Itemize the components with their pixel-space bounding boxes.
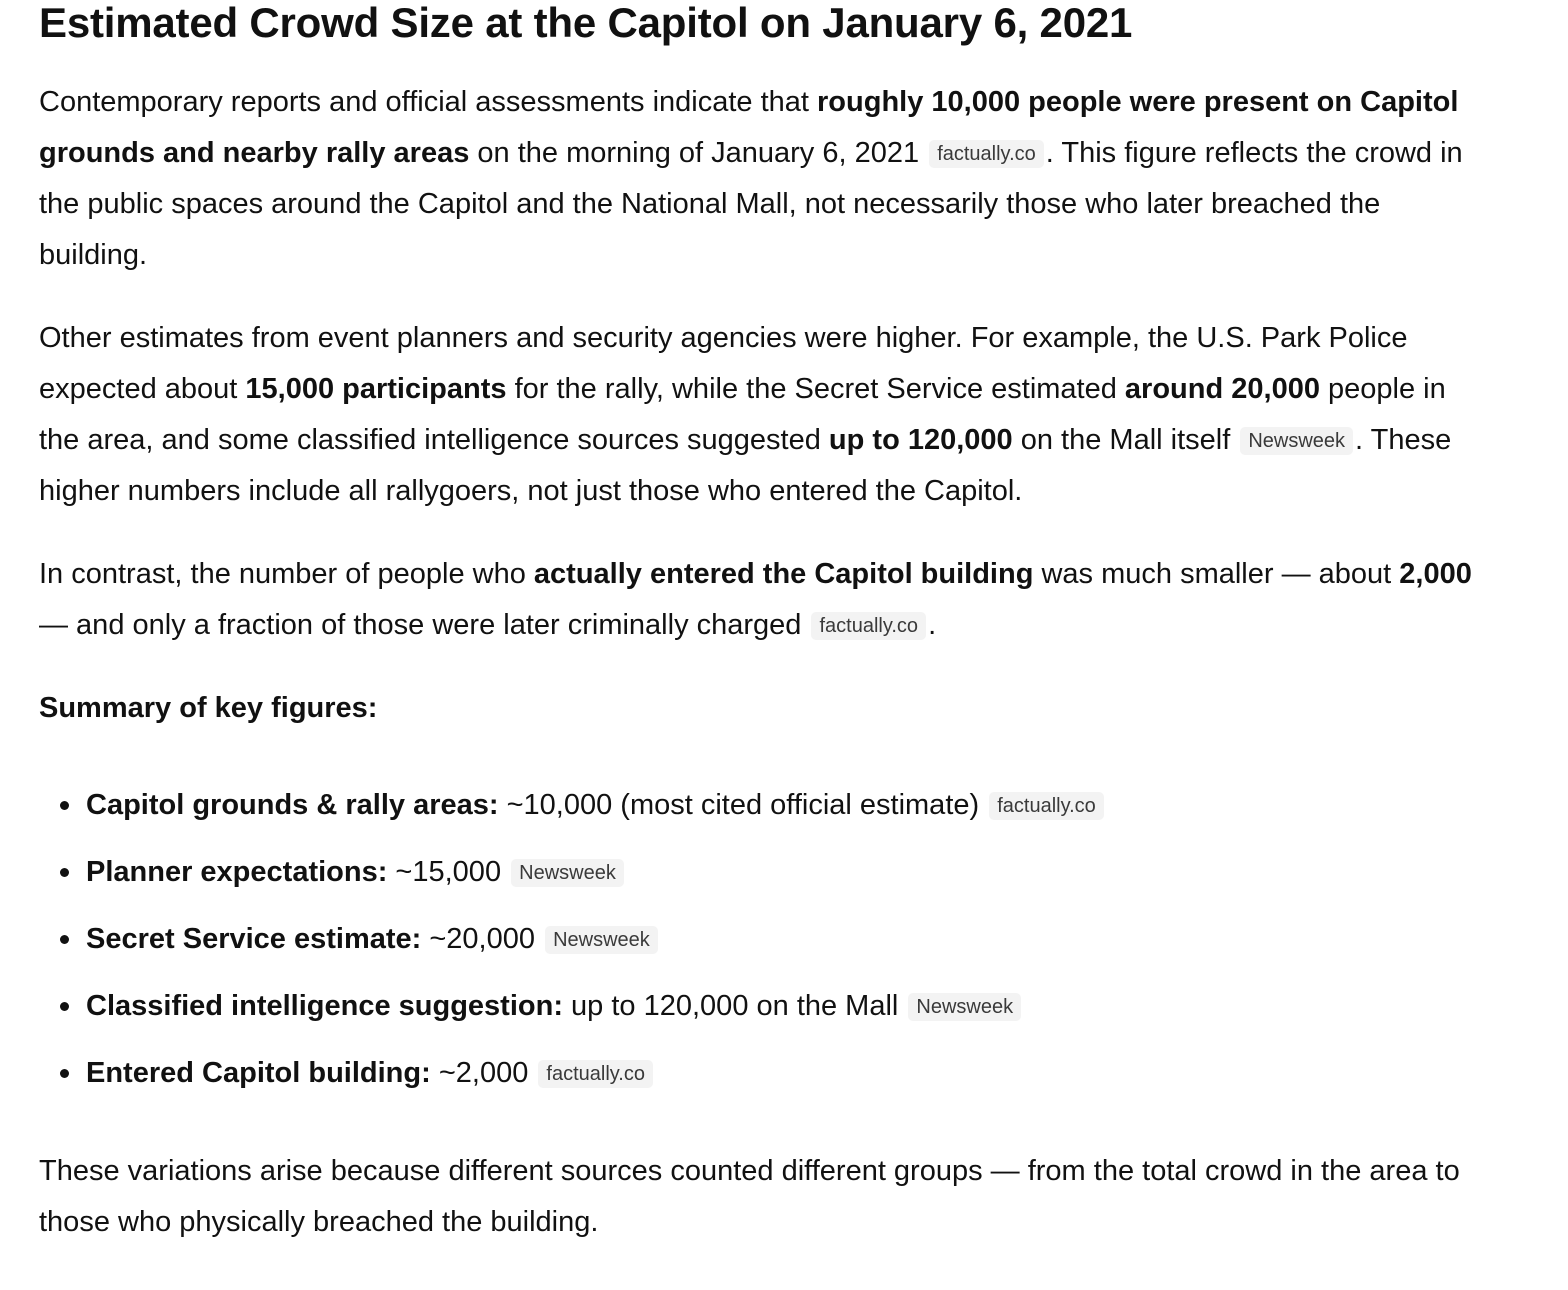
source-chip-factually[interactable]: factually.co [811, 612, 926, 640]
text: In contrast, the number of people who [39, 558, 534, 590]
bold-text: 2,000 [1399, 558, 1472, 590]
paragraph-official-assessment [39, 77, 1479, 281]
summary-list [39, 785, 1479, 1093]
list-item-value: ~15,000 [387, 856, 510, 888]
list-item-label: Capitol grounds & rally areas: [86, 789, 499, 821]
source-chip-newsweek[interactable]: Newsweek [545, 926, 658, 954]
answer-content [39, 0, 1479, 1248]
list-item-label: Secret Service estimate: [86, 923, 422, 955]
list-item-label: Entered Capitol building: [86, 1057, 431, 1089]
list-item-value: ~2,000 [430, 1057, 537, 1089]
list-item-value: ~20,000 [421, 923, 544, 955]
bold-text: 15,000 participants [245, 373, 507, 405]
bold-text: actually entered the Capitol building [533, 558, 1034, 590]
text: Other estimates from event planners and security agencies were higher. For example, the U.S. Park Police expected about [39, 322, 1408, 405]
text: — and only a fraction of those were later criminally charged [39, 609, 810, 641]
bold-text: roughly 10,000 people were present on Capitol grounds and nearby rally areas [39, 86, 1459, 169]
list-item-label: Classified intelligence suggestion: [86, 990, 563, 1022]
list-item [39, 852, 1479, 892]
source-chip-factually[interactable]: factually.co [538, 1060, 653, 1088]
text: . This figure reflects the crowd in the public spaces around the Capitol and the National Mall, not necessarily those who later breached the building. [39, 137, 1463, 271]
source-chip-newsweek[interactable]: Newsweek [511, 859, 624, 887]
source-chip-factually[interactable]: factually.co [989, 792, 1104, 820]
list-item [39, 785, 1479, 825]
text: on the Mall itself [1012, 424, 1239, 456]
text: Contemporary reports and official assessments indicate that [39, 86, 818, 118]
text: . [928, 609, 937, 641]
list-item [39, 1053, 1479, 1093]
page-title: Estimated Crowd Size at the Capitol on January 6, 2021 [39, 0, 1133, 46]
list-item-value: ~10,000 (most cited official estimate) [498, 789, 988, 821]
source-chip-newsweek[interactable]: Newsweek [908, 993, 1021, 1021]
text: was much smaller — about [1033, 558, 1400, 590]
source-chip-factually[interactable]: factually.co [929, 140, 1044, 168]
list-item-label: Planner expectations: [86, 856, 388, 888]
source-chip-newsweek[interactable]: Newsweek [1240, 427, 1353, 455]
text: on the morning of January 6, 2021 [469, 137, 928, 169]
list-item [39, 986, 1479, 1026]
paragraph-closing: These variations arise because different sources counted different groups — from the total crowd in the area to those who physically breached the building. [39, 1155, 1460, 1238]
text: for the rally, while the Secret Service estimated [506, 373, 1125, 405]
list-item [39, 919, 1479, 959]
bold-text: around 20,000 [1124, 373, 1320, 405]
paragraph-entered-building [39, 549, 1479, 651]
paragraph-other-estimates [39, 313, 1479, 517]
summary-heading: Summary of key figures: [39, 692, 378, 724]
text: people in the area, and some classified intelligence sources suggested [39, 373, 1446, 456]
list-item-value: up to 120,000 on the Mall [563, 990, 907, 1022]
bold-text: up to 120,000 [828, 424, 1013, 456]
text: . These higher numbers include all rallygoers, not just those who entered the Capitol. [39, 424, 1452, 507]
